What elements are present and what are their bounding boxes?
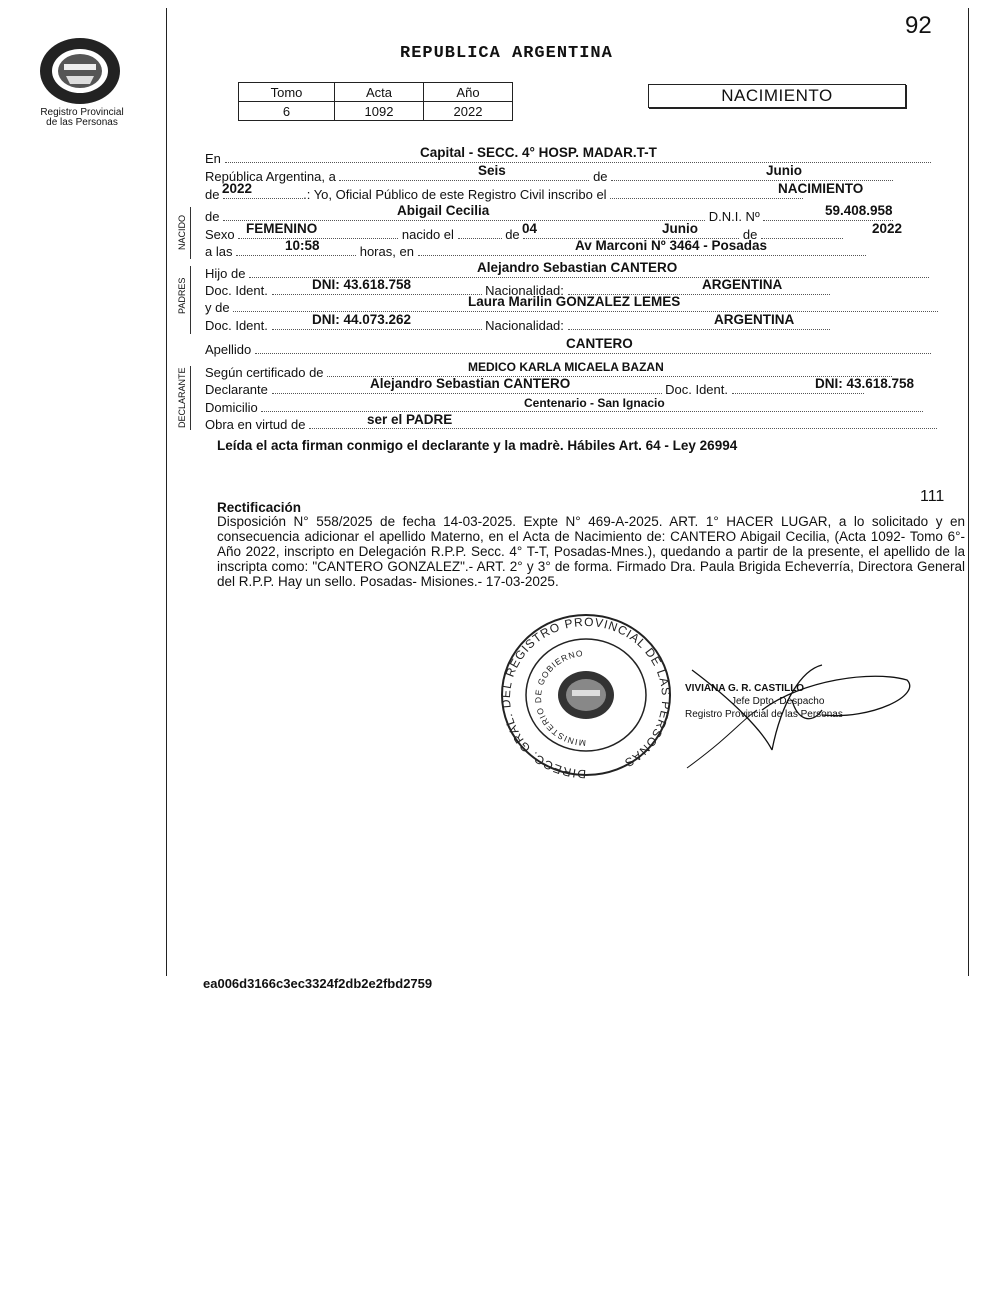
padre-doc-value: DNI: 43.618.758 (312, 277, 412, 292)
y-de-label: y de (205, 300, 230, 315)
nacionalidad-label: Nacionalidad: (485, 283, 564, 298)
signer-org: Registro Provincial de las Personas (685, 709, 843, 720)
page-number: 92 (905, 12, 932, 39)
declarante-label: Declarante (205, 382, 268, 397)
obra-value: ser el PADRE (367, 412, 453, 427)
padre-value: Alejandro Sebastian CANTERO (477, 260, 678, 275)
de4-label: de (742, 227, 758, 242)
declarante-doc-value: DNI: 43.618.758 (815, 376, 915, 391)
mes-value: Junio (766, 163, 802, 178)
registry-header-tomo: Tomo (239, 83, 335, 102)
row-anio (205, 186, 803, 202)
signer-block (685, 682, 843, 721)
de2-label: de (205, 187, 220, 202)
rectification-body: Disposición N° 558/2025 de fecha 14-03-2025. Expte N° 469-A-2025. ART. 1° HACER LUGAR, a lo solicitado y en consecuencia adicionar el apellido Materno, en el Acta de Nacimiento de: CANTERO Abigail Cecilia, (Acta 1092- Tomo 6°- Año 2022, inscripto en Delegación R.P.P. Secc. 4° T-T, Posadas-Mnes.), quedando a partir de la presente, el apellido de la inscripta como: "CANTERO GONZALEZ".- ART. 2° y 3° de forma. Firmado Dra. Paula Brigida Echeverría, Directora General del R.P.P. Hay un sello. Posadas- Misiones.- 17-03-2025. (217, 514, 965, 589)
sexo-value: FEMENINO (246, 221, 318, 236)
dni-value: 59.408.958 (825, 203, 893, 218)
page-title: REPUBLICA ARGENTINA (400, 44, 613, 63)
en-value: Capital - SECC. 4° HOSP. MADAR.T-T (420, 145, 657, 160)
hijo-de-label: Hijo de (205, 266, 246, 281)
dni-label: D.N.I. Nº (708, 209, 760, 224)
doc-ident3-label: Doc. Ident. (665, 382, 728, 397)
sexo-label: Sexo (205, 227, 235, 242)
dotted-line (458, 226, 502, 239)
domicilio-value: Centenario - San Ignacio (524, 396, 665, 410)
madre-doc-value: DNI: 44.073.262 (312, 312, 412, 327)
anio-value: 2022 (222, 181, 253, 196)
dotted-line (339, 168, 589, 181)
nac-dia-value: 04 (522, 221, 538, 236)
province-emblem-logo (34, 34, 126, 108)
nacido-bar (190, 207, 191, 259)
rectification-title: Rectificación (217, 500, 302, 515)
signer-role: Jefe Dpto. Despacho (731, 696, 825, 707)
obra-label: Obra en virtud de (205, 417, 306, 432)
madre-nac-value: ARGENTINA (714, 312, 795, 327)
domicilio-label: Domicilio (205, 400, 258, 415)
act-type-box: NACIMIENTO (648, 84, 906, 108)
registry-value-tomo: 6 (239, 102, 335, 121)
yo-text: .: Yo, Oficial Público de este Registro Civil inscribo el (303, 187, 607, 202)
rectification-number: 111 (920, 488, 945, 505)
padres-side-label: PADRES (177, 277, 187, 314)
logo-caption-line1: Registro Provincial (40, 107, 124, 118)
dotted-line (611, 168, 893, 181)
de3-label: de (505, 227, 520, 242)
nacionalidad2-label: Nacionalidad: (485, 318, 564, 333)
padre-nac-value: ARGENTINA (702, 277, 783, 292)
nacido-el-label: nacido el (401, 227, 454, 242)
closing-text: Leída el acta firman conmigo el declarante y la madrè. Hábiles Art. 64 - Ley 26994 (217, 438, 738, 453)
registry-value-anio: 2022 (424, 102, 513, 121)
doc-ident-label: Doc. Ident. (205, 283, 268, 298)
seal-outer-text: DIRECC. GRAL. DEL REGISTRO PROVINCIAL DE LAS PERSONAS (498, 614, 674, 780)
republica-label: República Argentina, a (205, 169, 336, 184)
logo-caption (26, 108, 138, 128)
apellido-label: Apellido (205, 342, 252, 357)
doc-ident2-label: Doc. Ident. (205, 318, 268, 333)
declarante-side-label: DECLARANTE (177, 367, 187, 428)
nac-anio-value: 2022 (872, 221, 903, 236)
logo-caption-line2: de las Personas (46, 117, 118, 128)
nacido-side-label: NACIDO (177, 214, 187, 250)
document-hash: ea006d3166c3ec3324f2db2e2fbd2759 (203, 976, 433, 991)
certificado-label: Según certificado de (205, 365, 324, 380)
right-margin-line (968, 8, 969, 976)
declarante-bar (190, 366, 191, 430)
row-obra (205, 416, 937, 432)
hora-value: 10:58 (285, 238, 320, 253)
padres-bar (190, 266, 191, 334)
registry-header-acta: Acta (335, 83, 424, 102)
madre-value: Laura Marilin GONZALEZ LEMES (468, 294, 681, 309)
nac-mes-value: Junio (662, 221, 698, 236)
dia-value: Seis (478, 163, 506, 178)
registry-header-row (239, 83, 513, 102)
registry-table (238, 82, 513, 121)
registry-header-anio: Año (424, 83, 513, 102)
registry-value-acta: 1092 (335, 102, 424, 121)
de-label: de (593, 169, 608, 184)
de-nombre-label: de (205, 209, 220, 224)
official-seal (495, 610, 677, 780)
seal-inner-text: MINISTERIO DE GOBIERNO (532, 647, 587, 749)
inscribo-value: NACIMIENTO (778, 181, 864, 196)
signer-name: VIVIANA G. R. CASTILLO (685, 683, 805, 694)
apellido-value: CANTERO (566, 336, 633, 351)
left-margin-line (166, 8, 167, 976)
en-label: En (205, 151, 221, 166)
lugar-value: Av Marconi Nº 3464 - Posadas (575, 238, 768, 253)
certificado-value: MEDICO KARLA MICAELA BAZAN (468, 360, 664, 374)
horas-en-label: horas, en (359, 244, 414, 259)
declarante-value: Alejandro Sebastian CANTERO (370, 376, 571, 391)
dotted-line (610, 186, 803, 199)
a-las-label: a las (205, 244, 233, 259)
registry-value-row (239, 102, 513, 121)
nombre-value: Abigail Cecilia (397, 203, 490, 218)
dotted-line (761, 226, 843, 239)
